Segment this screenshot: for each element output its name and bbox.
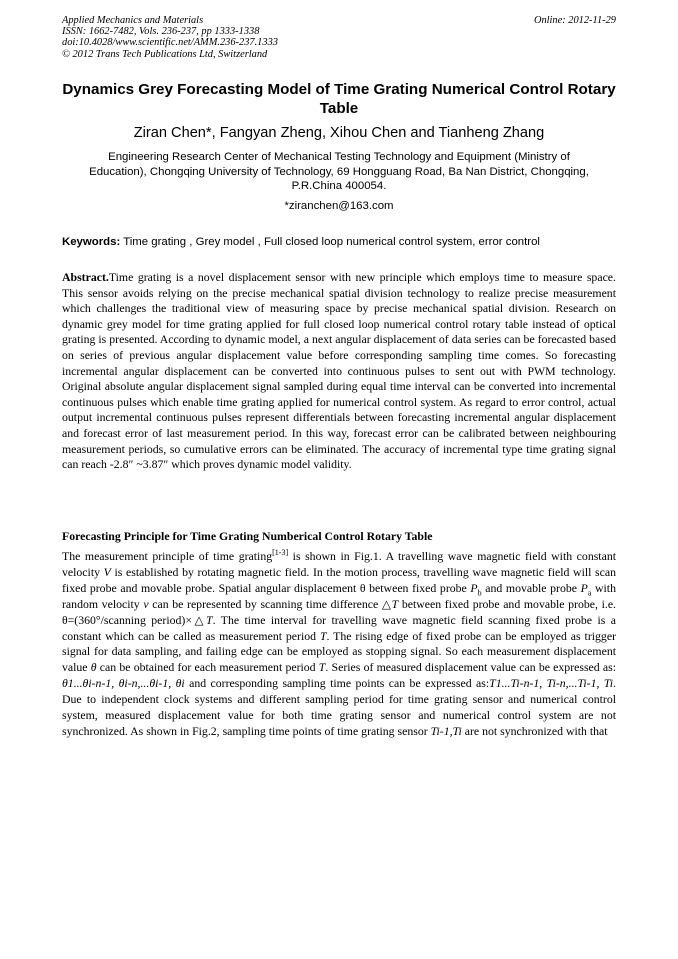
- section-heading: Forecasting Principle for Time Grating Numberical Control Rotary Table: [62, 529, 433, 543]
- time-series: T1...Ti-n-1, Ti-n,...Ti-1, Ti: [489, 676, 614, 691]
- math-symbol: P: [470, 580, 478, 595]
- keywords-label: Keywords:: [62, 236, 121, 248]
- body-text-run: is shown in Fig.1. A travelling wave magnetic field with constant velocity: [62, 549, 616, 579]
- math-symbol: θ: [90, 660, 97, 675]
- online-date: Online: 2012-11-29: [533, 15, 616, 26]
- theta-series: θ1...θi-n-1, θi-n,...θi-1, θi: [62, 676, 185, 691]
- time-pair: Ti-1,Ti: [430, 723, 462, 738]
- math-symbol: T: [319, 628, 327, 643]
- journal-header: [62, 15, 616, 60]
- math-symbol: P: [580, 580, 588, 595]
- abstract: [62, 270, 616, 473]
- copyright-line: © 2012 Trans Tech Publications Ltd, Switzerland: [62, 48, 268, 60]
- body-text-run: . The time interval for travelling wave magnetic field scanning fixed probe is a constant which can be called as measurement period: [62, 612, 616, 643]
- section-body: [62, 549, 616, 740]
- author-list: Ziran Chen*, Fangyan Zheng, Xihou Chen and Tianheng Zhang: [133, 125, 545, 141]
- math-symbol: T: [318, 660, 326, 675]
- body-text-run: . The rising edge of fixed probe can be employed as trigger signal for data sampling, and failing edge can be employed as stopping signal. So each measurement displacement value: [62, 628, 616, 675]
- math-subscript: a: [587, 588, 592, 598]
- body-text-run: . Due to independent clock systems and different sampling period for time grating sensor and numerical control system, measured displacement value for both time grating sensor and numerical control system are not synchronized. As shown in Fig.2, sampling time points of time grating sensor: [62, 676, 616, 738]
- paper-title: Dynamics Grey Forecasting Model of Time Grating Numerical Control Rotary Table: [62, 81, 616, 117]
- body-text-run: between fixed probe and movable probe, i.e. θ=(360°/scanning period)×△: [62, 596, 616, 627]
- journal-name: Applied Mechanics and Materials: [62, 15, 204, 26]
- citation-ref: [1-3]: [272, 548, 289, 558]
- body-text-run: The measurement principle of time grating: [62, 549, 273, 563]
- keywords-text: Time grating , Grey model , Full closed loop numerical control system, error control: [123, 236, 540, 248]
- body-text-run: are not synchronized with that: [461, 723, 608, 738]
- body-text-run: and movable probe: [481, 580, 581, 595]
- math-symbol: V: [103, 564, 111, 579]
- body-text-run: can be obtained for each measurement period: [96, 660, 319, 675]
- affiliation: Engineering Research Center of Mechanical Testing Technology and Equipment (Ministry of Education), Chongqing University of Technology, 69 Hongguang Road, Ba Nan District, Chongqing, P.R.China 400054.: [89, 151, 589, 192]
- abstract-label: Abstract.: [62, 270, 109, 284]
- doi-line: doi:10.4028/www.scientific.net/AMM.236-237.1333: [62, 37, 278, 49]
- body-text-run: . Series of measured displacement value can be expressed as:: [325, 660, 616, 675]
- body-text-run: and corresponding sampling time points can be expressed as:: [184, 676, 490, 691]
- body-text-run: is established by rotating magnetic field. In the motion process, travelling wave magnetic field will scan fixed probe and movable probe. Spatial angular displacement θ between fixed probe: [62, 564, 617, 595]
- math-symbol: T: [206, 612, 213, 627]
- body-text-run: with random velocity: [62, 580, 616, 611]
- author-email: *ziranchen@163.com: [284, 200, 394, 212]
- math-subscript: b: [477, 588, 482, 598]
- math-symbol: T: [391, 596, 399, 611]
- math-symbol: ν: [143, 596, 149, 611]
- keywords: [62, 235, 622, 249]
- abstract-text: Time grating is a novel displacement sensor with new principle which employs time to measure space. This sensor avoids relying on the precise mechanical spatial division technology to realize precise measurement which challenges the traditional view of measuring space by precise mechanical spatial division. Research on dynamic grey model for time grating applied for full closed loop numerical control rotary table instead of optical grating is presented. According to dynamic model, a next angular displacement of data series can be forecasted based on series of previous angular displacement value before corresponding sampling time comes. So forecasting incremental angular displacement can be converted into continuous pulses to sent out with PWM technology. Original absolute angular displacement signal sampled during equal time interval can be converted into incremental continuous pulses which enable time grating applied for numerical control system. As regard to error control, actual output incremental continuous pulses represent differentials between forecasting incremental angular displacement and forecast error of last measurement period. In this way, forecast error can be calibrated between neighbouring measurement periods, so cumulative errors can be eliminated. The accuracy of incremental type time grating signal can reach -2.8″ ~3.87″ which proves dynamic model validity.: [62, 270, 616, 472]
- issn-line: ISSN: 1662-7482, Vols. 236-237, pp 1333-1338: [62, 26, 260, 38]
- body-text-run: can be represented by scanning time difference △: [148, 596, 392, 611]
